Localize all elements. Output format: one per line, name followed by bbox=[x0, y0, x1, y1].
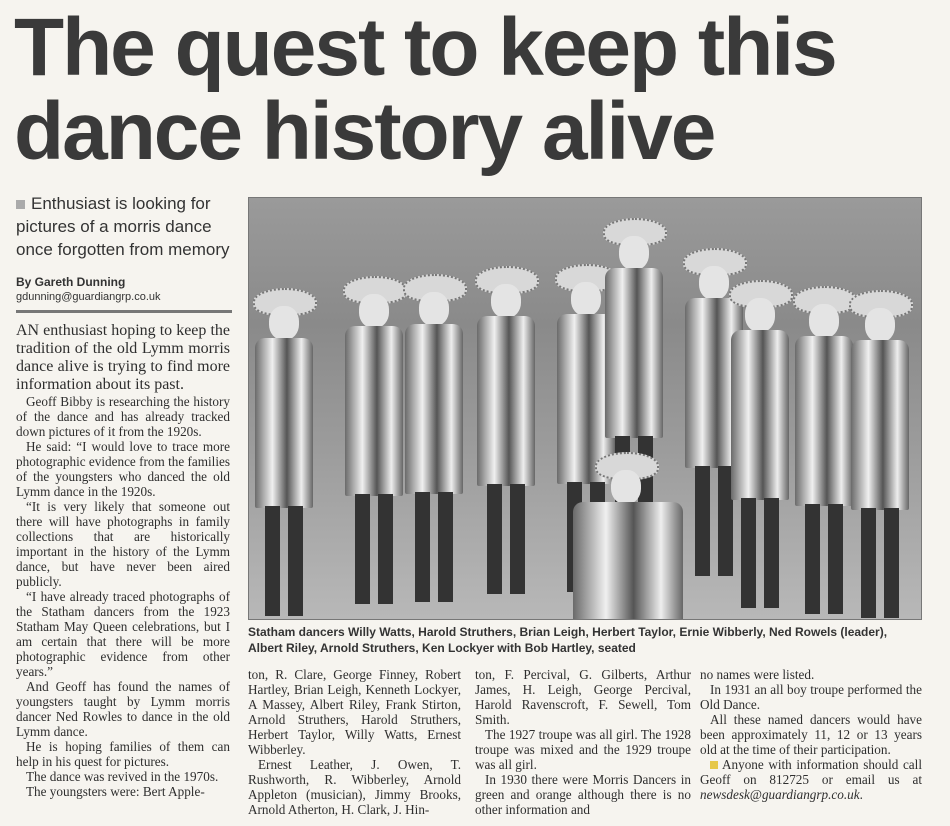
standfirst-text: Enthusiast is looking for pictures of a morris dance once forgotten from memory bbox=[16, 194, 230, 259]
contact-end: . bbox=[859, 787, 863, 802]
photo-caption: Statham dancers Willy Watts, Harold Struthers, Brian Leigh, Herbert Taylor, Ernie Wibberly, Ned Rowels (leader), Albert Riley, Arnold Struthers, Ken Lockyer with Bob Hartley, seated bbox=[248, 625, 888, 655]
paragraph: In 1930 there were Morris Dancers in green and orange although there is no other information and bbox=[475, 772, 691, 817]
article-column-4 bbox=[700, 667, 922, 802]
paragraph: “It is very likely that someone out there will have photographs in family collections that are historically important in the history of the Lymm dance, but have never been aired publicly. bbox=[16, 499, 230, 589]
byline: By Gareth Dunning bbox=[16, 275, 126, 289]
paragraph: All these named dancers would have been approximately 11, 12 or 13 years old at the time of their participation. bbox=[700, 712, 922, 757]
headline-line-2: dance history alive bbox=[14, 86, 715, 177]
paragraph: Ernest Leather, J. Owen, T. Rushworth, R. Wibberley, Arnold Appleton (musician), Jimmy Brooks, Arnold Atherton, H. Clark, J. Hin- bbox=[248, 757, 461, 817]
paragraph: The 1927 troupe was all girl. The 1928 troupe was mixed and the 1929 troupe was all girl. bbox=[475, 727, 691, 772]
headline bbox=[14, 2, 934, 177]
paragraph: The dance was revived in the 1970s. bbox=[26, 769, 219, 784]
author-email[interactable]: gdunning@guardiangrp.co.uk bbox=[16, 291, 161, 303]
lead-paragraph: AN enthusiast hoping to keep the tradition of the old Lymm morris dance alive is trying to find more information about its past. bbox=[16, 322, 230, 393]
paragraph: ton, R. Clare, George Finney, Robert Hartley, Brian Leigh, Kenneth Lockyer, A Massey, Albert Riley, Frank Stirton, Arnold Struthers, Harold Struthers, Herbert Taylor, Willy Watts, Ernest Wibberley. bbox=[248, 667, 461, 757]
newsdesk-email-link[interactable]: newsdesk@guardiangrp.co.uk bbox=[700, 787, 860, 802]
contact-text: Anyone with information should call Geoff on 812725 or email us at bbox=[700, 757, 922, 787]
paragraph: Geoff Bibby is researching the history of the dance and has already tracked down pictures of it from the 1920s. bbox=[16, 394, 230, 439]
article-column-3 bbox=[475, 667, 691, 817]
standfirst bbox=[16, 192, 236, 261]
divider bbox=[16, 310, 232, 313]
bullet-icon bbox=[16, 200, 25, 209]
paragraph: The youngsters were: Bert Apple- bbox=[26, 784, 205, 799]
paragraph: He is hoping families of them can help in his quest for pictures. bbox=[16, 739, 230, 769]
contact-paragraph bbox=[700, 757, 922, 802]
article-column-2 bbox=[248, 667, 461, 817]
paragraph: And Geoff has found the names of youngsters taught by Lymm morris dancer Ned Rowles to dance in the old Lymm dance. bbox=[16, 679, 230, 739]
dancers-photo bbox=[248, 197, 922, 620]
paragraph: ton, F. Percival, G. Gilberts, Arthur James, H. Leigh, George Percival, Harold Ravenscroft, F. Sewell, Tom Smith. bbox=[475, 667, 691, 727]
square-bullet-icon bbox=[710, 761, 718, 769]
paragraph: “I have already traced photographs of the Statham dancers from the 1923 Statham May Queen celebrations, but I am certain that there will be more photographic evidence from other years.” bbox=[16, 589, 230, 679]
paragraph: He said: “I would love to trace more photographic evidence from the families of the youngsters who danced the old Lymm dance in the 1920s. bbox=[16, 439, 230, 499]
headline-line-1: The quest to keep this bbox=[14, 2, 836, 93]
article-column-1 bbox=[16, 322, 230, 799]
paragraph: In 1931 an all boy troupe performed the Old Dance. bbox=[700, 682, 922, 712]
paragraph: no names were listed. bbox=[700, 667, 815, 682]
